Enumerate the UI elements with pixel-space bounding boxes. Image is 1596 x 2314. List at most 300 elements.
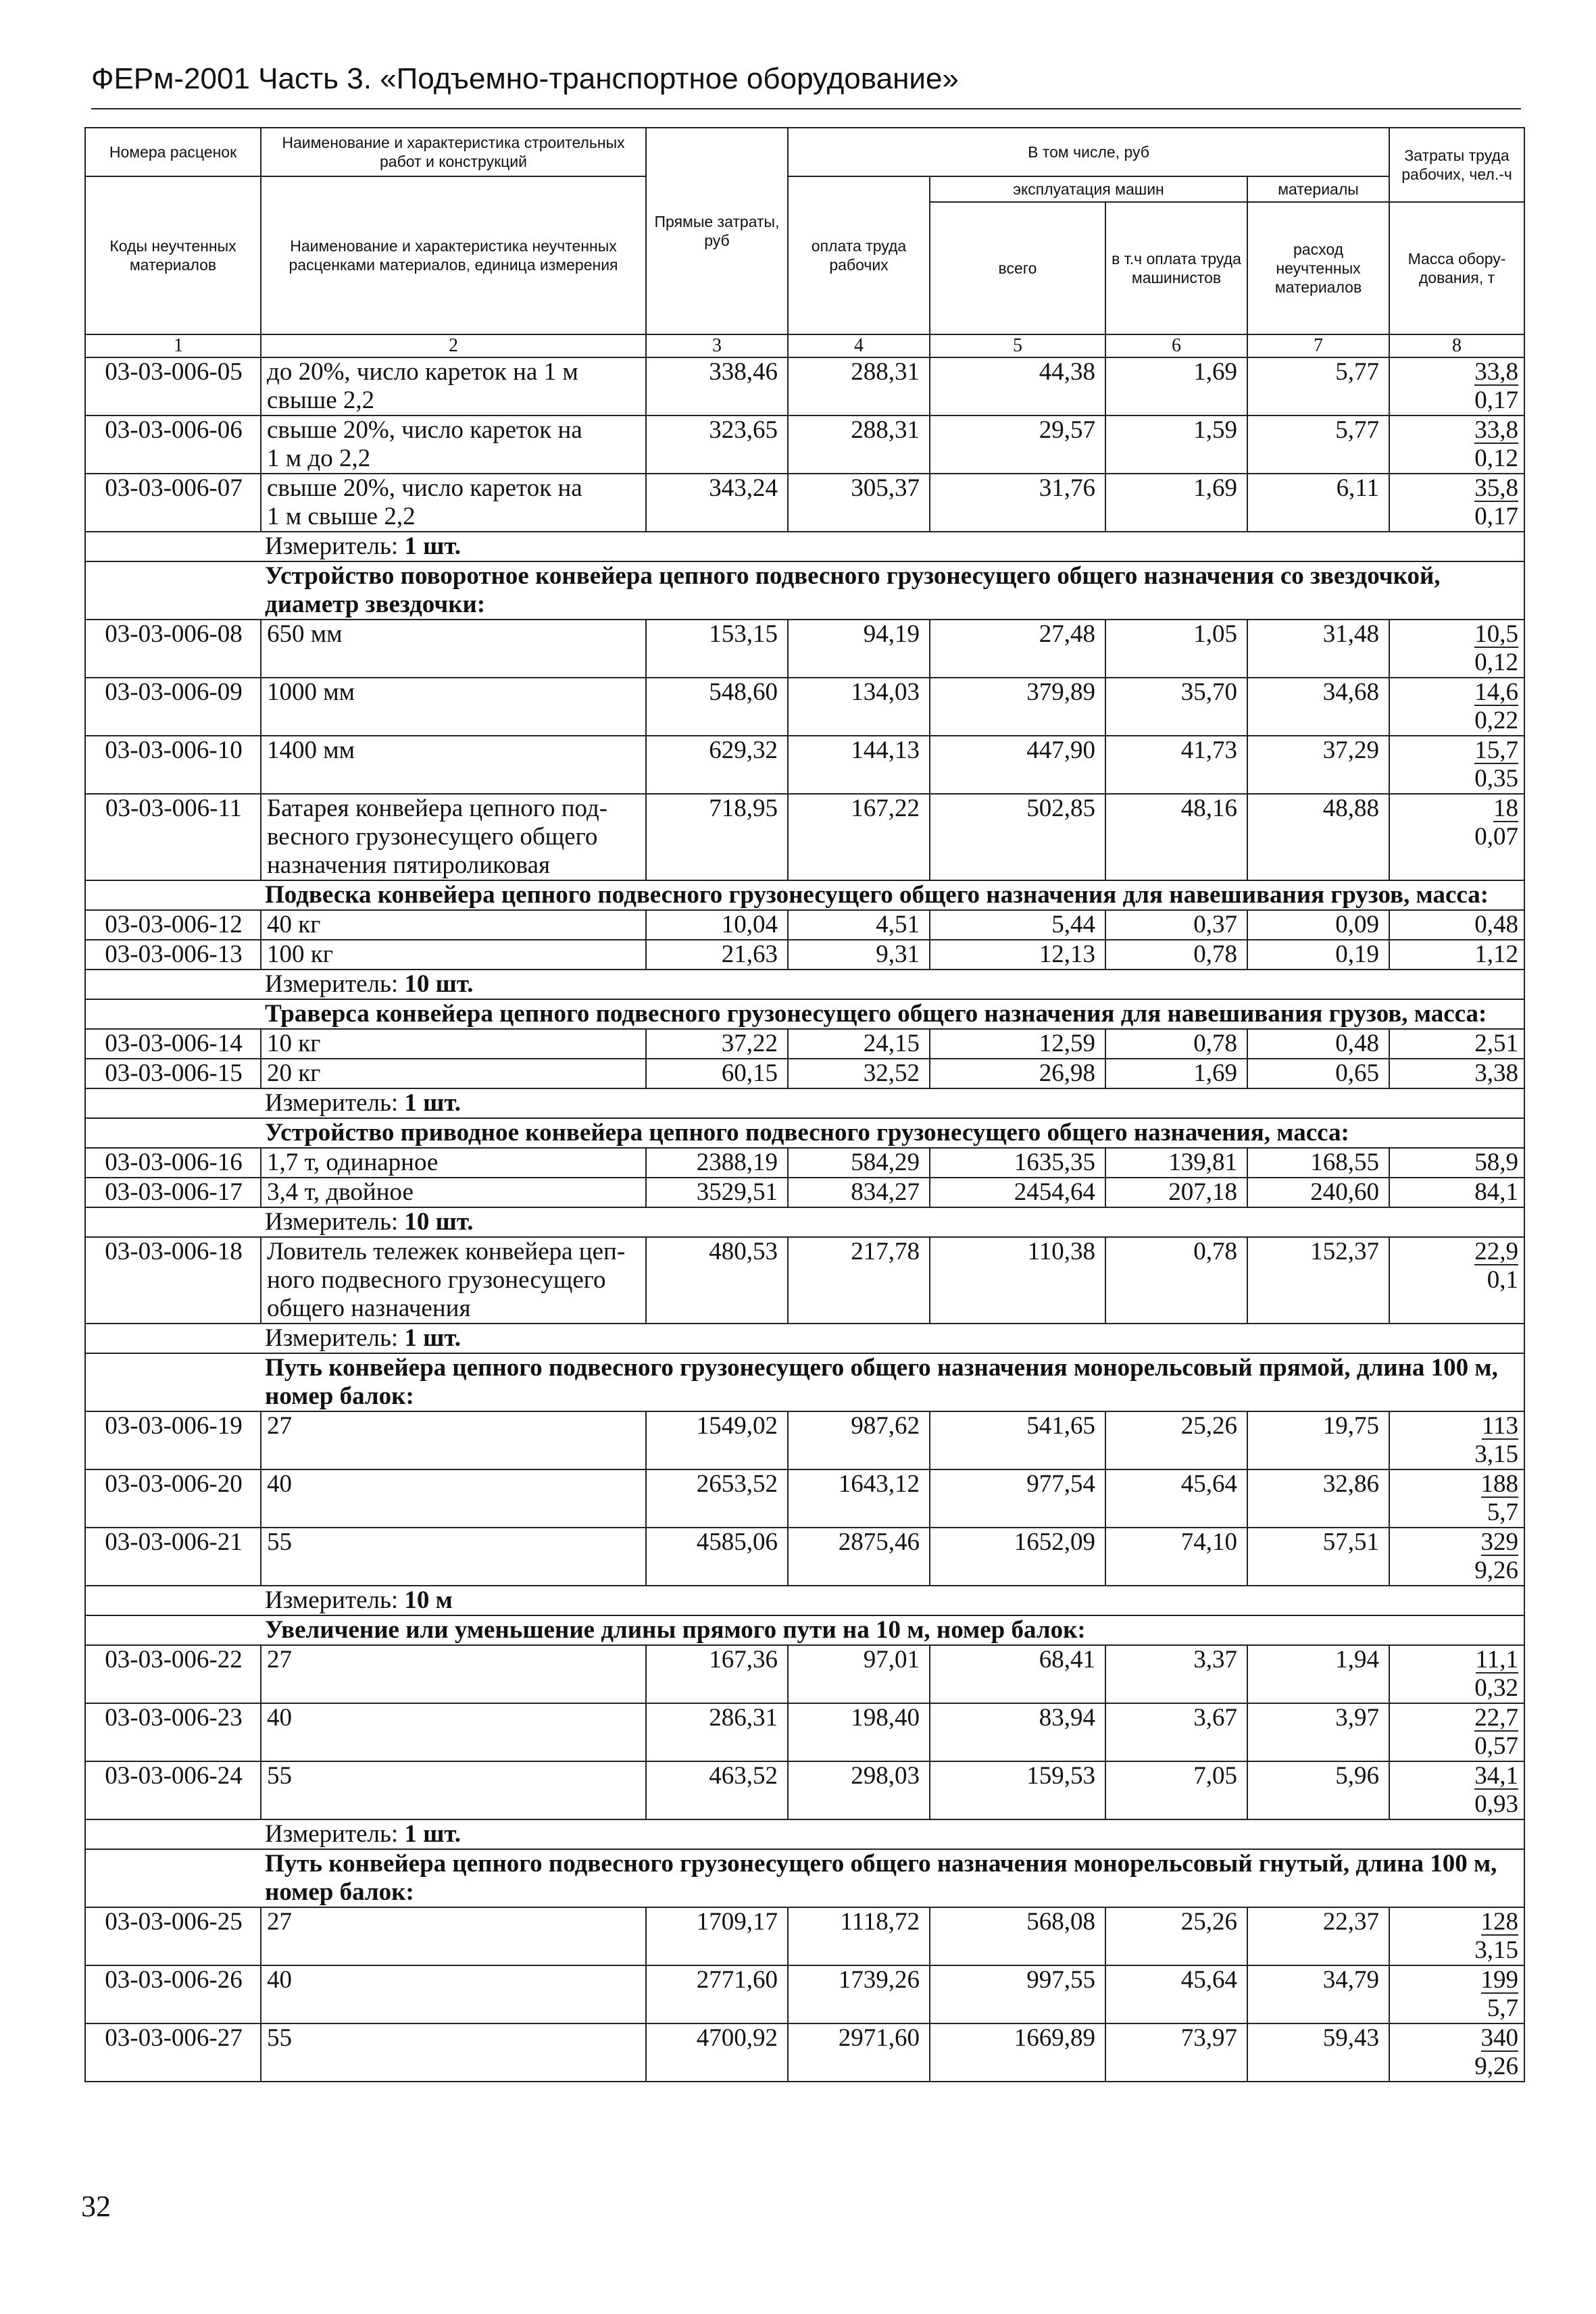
measure-label: Измеритель: <box>265 1820 399 1848</box>
operators-pay: 0,78 <box>1105 1029 1247 1059</box>
work-name-line: Батарея конвейера цепного под- <box>267 795 608 822</box>
header-col-number: 3 <box>646 334 788 357</box>
equipment-mass: 0,35 <box>1474 765 1519 793</box>
machines-total: 379,89 <box>930 678 1105 736</box>
operators-pay: 3,37 <box>1105 1645 1247 1703</box>
labor-pay: 298,03 <box>788 1761 930 1819</box>
work-name <box>261 1965 646 2023</box>
materials-cost: 32,86 <box>1247 1469 1389 1528</box>
machines-total: 83,94 <box>930 1703 1105 1761</box>
rate-code: 03-03-006-17 <box>85 1178 261 1207</box>
work-name <box>261 1059 646 1088</box>
measure-row <box>85 1088 1524 1118</box>
work-name-line: Ловитель тележек конвейера цеп- <box>267 1238 626 1265</box>
measure-unit <box>85 1088 1524 1118</box>
operators-pay: 45,64 <box>1105 1469 1247 1528</box>
direct-costs: 343,24 <box>646 474 788 532</box>
labor-costs-cell <box>1389 940 1524 970</box>
labor-costs-cell <box>1389 1645 1524 1703</box>
rate-code: 03-03-006-27 <box>85 2023 261 2082</box>
labor-pay: 97,01 <box>788 1645 930 1703</box>
work-name-line: 20 кг <box>267 1059 321 1087</box>
operators-pay: 0,37 <box>1105 910 1247 940</box>
table-row <box>85 1965 1524 2023</box>
operators-pay: 0,78 <box>1105 940 1247 970</box>
labor-pay: 9,31 <box>788 940 930 970</box>
work-name-line: назначения пятироликовая <box>267 851 551 879</box>
section-heading: Увеличение или уменьшение длины прямого пути на 10 м, номер балок: <box>85 1615 1524 1645</box>
rate-code: 03-03-006-14 <box>85 1029 261 1059</box>
work-name-line: 1 м свыше 2,2 <box>267 503 416 530</box>
work-name-line: 40 кг <box>267 911 321 938</box>
work-name-line: до 20%, число кареток на 1 м <box>267 358 578 386</box>
work-name-line: общего назначения <box>267 1294 471 1322</box>
work-name <box>261 1645 646 1703</box>
equipment-mass: 0,17 <box>1474 386 1519 414</box>
labor-costs: 2,51 <box>1474 1030 1519 1057</box>
work-name-line: 27 <box>267 1412 292 1440</box>
labor-pay: 24,15 <box>788 1029 930 1059</box>
labor-costs: 199 <box>1480 1966 1519 1994</box>
operators-pay: 74,10 <box>1105 1528 1247 1586</box>
section-heading-row <box>85 880 1524 910</box>
labor-pay: 288,31 <box>788 416 930 474</box>
labor-costs-cell <box>1389 1907 1524 1965</box>
rate-code: 03-03-006-12 <box>85 910 261 940</box>
operators-pay: 25,26 <box>1105 1411 1247 1469</box>
materials-cost: 152,37 <box>1247 1237 1389 1324</box>
measure-value: 1 шт. <box>404 1089 462 1117</box>
header-rule <box>91 108 1521 109</box>
table-row <box>85 1761 1524 1819</box>
table-row <box>85 1237 1524 1324</box>
equipment-mass: 0,93 <box>1474 1790 1519 1818</box>
header-materials-group: материалы <box>1247 176 1389 202</box>
work-name-line: свыше 2,2 <box>267 386 375 414</box>
section-heading: Подвеска конвейера цепного подвесного грузонесущего общего назначения для навешивания грузов, масса: <box>85 880 1524 910</box>
table-row <box>85 736 1524 794</box>
machines-total: 159,53 <box>930 1761 1105 1819</box>
rate-code: 03-03-006-18 <box>85 1237 261 1324</box>
section-heading: Путь конвейера цепного подвесного грузонесущего общего назначения монорельсовый гнутый, длина 100 м, номер балок: <box>85 1849 1524 1907</box>
labor-costs-cell <box>1389 1411 1524 1469</box>
operators-pay: 207,18 <box>1105 1178 1247 1207</box>
labor-costs: 18 <box>1493 795 1519 822</box>
operators-pay: 35,70 <box>1105 678 1247 736</box>
labor-costs: 35,8 <box>1474 474 1519 502</box>
section-heading: Путь конвейера цепного подвесного грузонесущего общего назначения монорельсовый прямой, длина 100 м, номер балок: <box>85 1353 1524 1411</box>
measure-value: 10 шт. <box>404 1208 474 1236</box>
labor-costs-cell <box>1389 910 1524 940</box>
work-name-line: 1 м до 2,2 <box>267 445 371 472</box>
operators-pay: 3,67 <box>1105 1703 1247 1761</box>
table-row <box>85 794 1524 880</box>
table-row <box>85 678 1524 736</box>
work-name <box>261 416 646 474</box>
materials-cost: 0,19 <box>1247 940 1389 970</box>
measure-row <box>85 1324 1524 1353</box>
header-material-name: Наименование и характеристика неучтенных расценками материалов, единица измерения <box>261 176 646 334</box>
header-operators-pay: в т.ч оплата труда машинистов <box>1105 202 1247 334</box>
direct-costs: 4585,06 <box>646 1528 788 1586</box>
table-row <box>85 2023 1524 2082</box>
work-name-line: весного грузонесущего общего <box>267 823 598 851</box>
work-name <box>261 1528 646 1586</box>
header-col-number: 5 <box>930 334 1105 357</box>
materials-cost: 34,68 <box>1247 678 1389 736</box>
labor-costs-cell <box>1389 1469 1524 1528</box>
work-name <box>261 1469 646 1528</box>
labor-pay: 2875,46 <box>788 1528 930 1586</box>
header-machines-total: всего <box>930 202 1105 334</box>
labor-costs: 22,9 <box>1474 1238 1519 1265</box>
labor-costs-cell <box>1389 416 1524 474</box>
equipment-mass: 0,57 <box>1474 1732 1519 1760</box>
section-heading: Устройство поворотное конвейера цепного подвесного грузонесущего общего назначения со звездочкой, диаметр звездочки: <box>85 561 1524 620</box>
table-row <box>85 1178 1524 1207</box>
work-name-line: 55 <box>267 1528 292 1556</box>
labor-costs: 14,6 <box>1474 678 1519 706</box>
work-name <box>261 1029 646 1059</box>
labor-pay: 584,29 <box>788 1148 930 1178</box>
labor-costs: 329 <box>1480 1528 1519 1556</box>
table-row <box>85 1029 1524 1059</box>
header-col-number: 8 <box>1389 334 1524 357</box>
machines-total: 2454,64 <box>930 1178 1105 1207</box>
labor-costs-cell <box>1389 736 1524 794</box>
direct-costs: 37,22 <box>646 1029 788 1059</box>
running-title: ФЕРм-2001 Часть 3. «Подъемно-транспортное оборудование» <box>91 62 959 95</box>
work-name <box>261 678 646 736</box>
section-heading-row <box>85 1849 1524 1907</box>
machines-total: 541,65 <box>930 1411 1105 1469</box>
direct-costs: 167,36 <box>646 1645 788 1703</box>
table-row <box>85 1148 1524 1178</box>
work-name-line: 650 мм <box>267 620 343 648</box>
table-row <box>85 910 1524 940</box>
labor-pay: 217,78 <box>788 1237 930 1324</box>
labor-costs: 11,1 <box>1475 1646 1519 1674</box>
direct-costs: 480,53 <box>646 1237 788 1324</box>
machines-total: 977,54 <box>930 1469 1105 1528</box>
rate-code: 03-03-006-26 <box>85 1965 261 2023</box>
measure-unit <box>85 532 1524 561</box>
table-row <box>85 1907 1524 1965</box>
measure-label: Измеритель: <box>265 532 399 560</box>
work-name <box>261 736 646 794</box>
page-number: 32 <box>81 2190 111 2223</box>
operators-pay: 1,69 <box>1105 357 1247 416</box>
direct-costs: 463,52 <box>646 1761 788 1819</box>
labor-costs: 22,7 <box>1474 1704 1519 1732</box>
rate-code: 03-03-006-24 <box>85 1761 261 1819</box>
labor-costs-cell <box>1389 620 1524 678</box>
work-name-line: 27 <box>267 1646 292 1674</box>
direct-costs: 718,95 <box>646 794 788 880</box>
labor-costs: 188 <box>1480 1470 1519 1498</box>
labor-costs-cell <box>1389 1059 1524 1088</box>
measure-label: Измеритель: <box>265 1586 399 1614</box>
labor-costs: 34,1 <box>1474 1762 1519 1790</box>
equipment-mass: 3,15 <box>1474 1936 1519 1964</box>
labor-pay: 305,37 <box>788 474 930 532</box>
materials-cost: 5,77 <box>1247 416 1389 474</box>
operators-pay: 73,97 <box>1105 2023 1247 2082</box>
labor-pay: 198,40 <box>788 1703 930 1761</box>
table-row <box>85 1528 1524 1586</box>
measure-label: Измеритель: <box>265 1324 399 1352</box>
operators-pay: 0,78 <box>1105 1237 1247 1324</box>
measure-row <box>85 1207 1524 1237</box>
labor-pay: 4,51 <box>788 910 930 940</box>
table-row <box>85 474 1524 532</box>
equipment-mass: 0,17 <box>1474 503 1519 530</box>
labor-costs: 10,5 <box>1474 620 1519 648</box>
labor-costs: 1,12 <box>1474 940 1519 968</box>
header-labor-pay: оплата труда рабочих <box>788 176 930 334</box>
operators-pay: 1,69 <box>1105 1059 1247 1088</box>
work-name-line: 1400 мм <box>267 736 355 764</box>
machines-total: 110,38 <box>930 1237 1105 1324</box>
header-work-name: Наименование и характеристика строительных работ и конструкций <box>261 128 646 176</box>
labor-costs: 84,1 <box>1474 1178 1519 1206</box>
work-name-line: 40 <box>267 1966 292 1994</box>
operators-pay: 7,05 <box>1105 1761 1247 1819</box>
operators-pay: 45,64 <box>1105 1965 1247 2023</box>
direct-costs: 21,63 <box>646 940 788 970</box>
table-header <box>85 128 1524 357</box>
section-heading-row <box>85 561 1524 620</box>
labor-pay: 288,31 <box>788 357 930 416</box>
rate-code: 03-03-006-16 <box>85 1148 261 1178</box>
machines-total: 68,41 <box>930 1645 1105 1703</box>
operators-pay: 139,81 <box>1105 1148 1247 1178</box>
direct-costs: 629,32 <box>646 736 788 794</box>
measure-row <box>85 1586 1524 1615</box>
rate-code: 03-03-006-07 <box>85 474 261 532</box>
labor-costs-cell <box>1389 357 1524 416</box>
labor-costs: 128 <box>1480 1908 1519 1936</box>
work-name <box>261 940 646 970</box>
direct-costs: 338,46 <box>646 357 788 416</box>
work-name <box>261 1148 646 1178</box>
materials-cost: 48,88 <box>1247 794 1389 880</box>
materials-cost: 19,75 <box>1247 1411 1389 1469</box>
machines-total: 568,08 <box>930 1907 1105 1965</box>
work-name <box>261 1237 646 1324</box>
header-including-group: В том числе, руб <box>788 128 1389 176</box>
measure-unit <box>85 1207 1524 1237</box>
header-col-number: 6 <box>1105 334 1247 357</box>
work-name <box>261 794 646 880</box>
materials-cost: 0,65 <box>1247 1059 1389 1088</box>
labor-costs: 0,48 <box>1474 911 1519 938</box>
labor-pay: 834,27 <box>788 1178 930 1207</box>
machines-total: 502,85 <box>930 794 1105 880</box>
labor-costs: 340 <box>1480 2024 1519 2052</box>
section-heading-row <box>85 1615 1524 1645</box>
materials-cost: 59,43 <box>1247 2023 1389 2082</box>
work-name <box>261 1178 646 1207</box>
direct-costs: 286,31 <box>646 1703 788 1761</box>
measure-unit <box>85 970 1524 999</box>
header-col-number: 4 <box>788 334 930 357</box>
labor-costs-cell <box>1389 1761 1524 1819</box>
equipment-mass: 5,7 <box>1487 1994 1519 2022</box>
labor-costs-cell <box>1389 678 1524 736</box>
materials-cost: 34,79 <box>1247 1965 1389 2023</box>
header-material-codes: Коды неучтенных материалов <box>85 176 261 334</box>
rate-code: 03-03-006-09 <box>85 678 261 736</box>
equipment-mass: 5,7 <box>1487 1499 1519 1526</box>
labor-pay: 167,22 <box>788 794 930 880</box>
work-name <box>261 474 646 532</box>
equipment-mass: 0,07 <box>1474 823 1519 851</box>
rate-code: 03-03-006-05 <box>85 357 261 416</box>
measure-value: 1 шт. <box>404 1820 462 1848</box>
rates-table <box>84 127 1525 2082</box>
work-name-line: 10 кг <box>267 1030 321 1057</box>
direct-costs: 2388,19 <box>646 1148 788 1178</box>
rate-code: 03-03-006-15 <box>85 1059 261 1088</box>
measure-row <box>85 970 1524 999</box>
table-row <box>85 620 1524 678</box>
measure-row <box>85 532 1524 561</box>
labor-costs-cell <box>1389 1528 1524 1586</box>
rate-code: 03-03-006-21 <box>85 1528 261 1586</box>
table-row <box>85 1059 1524 1088</box>
section-heading-row <box>85 1353 1524 1411</box>
machines-total: 997,55 <box>930 1965 1105 2023</box>
work-name-line: 55 <box>267 2024 292 2052</box>
section-heading-row <box>85 999 1524 1029</box>
rate-code: 03-03-006-08 <box>85 620 261 678</box>
labor-costs: 113 <box>1481 1412 1519 1440</box>
labor-costs-cell <box>1389 1965 1524 2023</box>
direct-costs: 1549,02 <box>646 1411 788 1469</box>
materials-cost: 5,96 <box>1247 1761 1389 1819</box>
header-equipment-mass: Масса обору-дования, т <box>1389 202 1524 334</box>
labor-pay: 2971,60 <box>788 2023 930 2082</box>
rate-code: 03-03-006-25 <box>85 1907 261 1965</box>
measure-value: 10 м <box>404 1586 453 1614</box>
work-name-line: 40 <box>267 1470 292 1498</box>
work-name <box>261 1703 646 1761</box>
labor-costs: 33,8 <box>1474 358 1519 386</box>
measure-unit <box>85 1324 1524 1353</box>
header-rate-numbers: Номера расценок <box>85 128 261 176</box>
labor-pay: 94,19 <box>788 620 930 678</box>
materials-cost: 0,48 <box>1247 1029 1389 1059</box>
direct-costs: 2771,60 <box>646 1965 788 2023</box>
equipment-mass: 3,15 <box>1474 1440 1519 1468</box>
labor-costs-cell <box>1389 794 1524 880</box>
header-direct-costs: Прямые затраты, руб <box>646 128 788 334</box>
header-labor-costs: Затраты труда рабочих, чел.-ч <box>1389 128 1524 202</box>
table-row <box>85 940 1524 970</box>
table-row <box>85 1411 1524 1469</box>
labor-pay: 987,62 <box>788 1411 930 1469</box>
work-name-line: 55 <box>267 1762 292 1790</box>
work-name <box>261 1907 646 1965</box>
header-col-number: 1 <box>85 334 261 357</box>
operators-pay: 1,69 <box>1105 474 1247 532</box>
machines-total: 1669,89 <box>930 2023 1105 2082</box>
equipment-mass: 0,1 <box>1487 1266 1519 1294</box>
machines-total: 12,13 <box>930 940 1105 970</box>
work-name-line: 100 кг <box>267 940 333 968</box>
work-name-line: 40 <box>267 1704 292 1732</box>
materials-cost: 6,11 <box>1247 474 1389 532</box>
rate-code: 03-03-006-11 <box>85 794 261 880</box>
machines-total: 12,59 <box>930 1029 1105 1059</box>
materials-cost: 240,60 <box>1247 1178 1389 1207</box>
machines-total: 1652,09 <box>930 1528 1105 1586</box>
operators-pay: 41,73 <box>1105 736 1247 794</box>
machines-total: 27,48 <box>930 620 1105 678</box>
materials-cost: 22,37 <box>1247 1907 1389 1965</box>
operators-pay: 48,16 <box>1105 794 1247 880</box>
rate-code: 03-03-006-10 <box>85 736 261 794</box>
work-name <box>261 2023 646 2082</box>
labor-pay: 1118,72 <box>788 1907 930 1965</box>
direct-costs: 10,04 <box>646 910 788 940</box>
direct-costs: 323,65 <box>646 416 788 474</box>
labor-costs: 33,8 <box>1474 416 1519 444</box>
equipment-mass: 0,22 <box>1474 707 1519 734</box>
table-row <box>85 416 1524 474</box>
rate-code: 03-03-006-13 <box>85 940 261 970</box>
labor-costs-cell <box>1389 1703 1524 1761</box>
section-heading: Устройство приводное конвейера цепного подвесного грузонесущего общего назначения, масса: <box>85 1118 1524 1148</box>
labor-pay: 1643,12 <box>788 1469 930 1528</box>
direct-costs: 1709,17 <box>646 1907 788 1965</box>
direct-costs: 2653,52 <box>646 1469 788 1528</box>
rate-code: 03-03-006-22 <box>85 1645 261 1703</box>
section-heading-row <box>85 1118 1524 1148</box>
header-materials-consumption: расход неучтенных материалов <box>1247 202 1389 334</box>
direct-costs: 60,15 <box>646 1059 788 1088</box>
measure-value: 1 шт. <box>404 532 462 560</box>
labor-costs: 3,38 <box>1474 1059 1519 1087</box>
work-name-line: 27 <box>267 1908 292 1936</box>
direct-costs: 3529,51 <box>646 1178 788 1207</box>
work-name <box>261 1411 646 1469</box>
table-row <box>85 1645 1524 1703</box>
machines-total: 29,57 <box>930 416 1105 474</box>
labor-costs: 15,7 <box>1474 736 1519 764</box>
work-name-line: свыше 20%, число кареток на <box>267 474 582 502</box>
measure-value: 10 шт. <box>404 970 474 998</box>
machines-total: 1635,35 <box>930 1148 1105 1178</box>
measure-label: Измеритель: <box>265 970 399 998</box>
measure-unit <box>85 1819 1524 1849</box>
work-name-line: 1000 мм <box>267 678 355 706</box>
header-machines-group: эксплуатация машин <box>930 176 1247 202</box>
equipment-mass: 0,12 <box>1474 649 1519 676</box>
work-name-line: 3,4 т, двойное <box>267 1178 414 1206</box>
header-col-number: 7 <box>1247 334 1389 357</box>
work-name-line: ного подвесного грузонесущего <box>267 1266 606 1294</box>
materials-cost: 3,97 <box>1247 1703 1389 1761</box>
labor-costs: 58,9 <box>1474 1149 1519 1176</box>
table-body <box>85 357 1524 2082</box>
measure-value: 1 шт. <box>404 1324 462 1352</box>
work-name <box>261 620 646 678</box>
machines-total: 5,44 <box>930 910 1105 940</box>
work-name-line: свыше 20%, число кареток на <box>267 416 582 444</box>
materials-cost: 31,48 <box>1247 620 1389 678</box>
